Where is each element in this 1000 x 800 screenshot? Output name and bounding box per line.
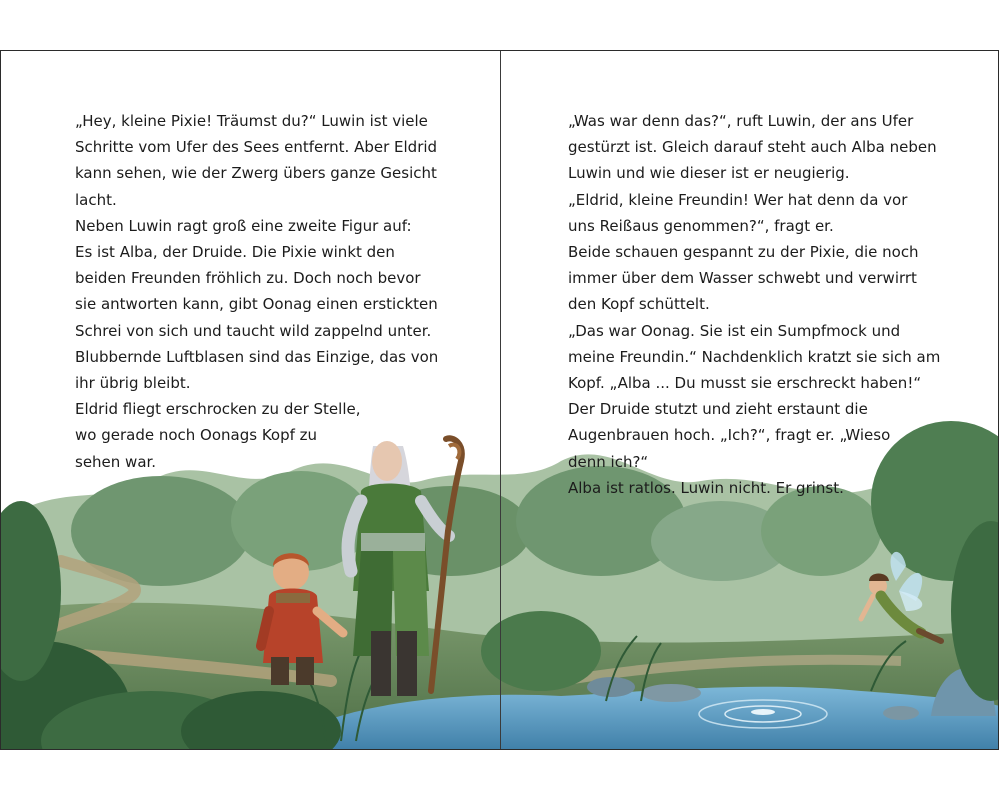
- text-line: Luwin und wie dieser ist er neugierig.: [568, 164, 850, 183]
- text-line: Es ist Alba, der Druide. Die Pixie winkt den: [75, 243, 395, 262]
- text-line: Schrei von sich und taucht wild zappelnd unter.: [75, 321, 432, 340]
- text-line: „Das war Oonag. Sie ist ein Sumpfmock und: [568, 321, 901, 340]
- text-line: immer über dem Wasser schwebt und verwirrt: [568, 269, 917, 288]
- page-gutter: [500, 51, 501, 749]
- text-line: ihr übrig bleibt.: [75, 374, 191, 393]
- text-line: Kopf. „Alba ... Du musst sie erschreckt haben!“: [568, 374, 922, 393]
- text-line: „Eldrid, kleine Freundin! Wer hat denn da vor: [568, 190, 908, 209]
- text-line: „Was war denn das?“, ruft Luwin, der ans Ufer: [568, 112, 914, 130]
- text-line: sie antworten kann, gibt Oonag einen erstickten: [75, 295, 438, 314]
- text-line: Augenbrauen hoch. „Ich?“, fragt er. „Wieso: [568, 426, 891, 445]
- text-line: kann sehen, wie der Zwerg übers ganze Gesicht: [75, 164, 437, 183]
- text-line: Beide schauen gespannt zu der Pixie, die noch: [568, 243, 919, 262]
- text-line: meine Freundin.“ Nachdenklich kratzt sie sich am: [568, 347, 941, 366]
- text-line: Neben Luwin ragt groß eine zweite Figur auf:: [75, 216, 412, 235]
- left-page-text: [75, 108, 438, 475]
- text-line: Eldrid fliegt erschrocken zu der Stelle,: [75, 400, 361, 419]
- text-line: wo gerade noch Oonags Kopf zu: [75, 426, 318, 445]
- text-line: denn ich?“: [568, 452, 649, 471]
- text-line: Alba ist ratlos. Luwin nicht. Er grinst.: [568, 478, 844, 497]
- text-line: Schritte vom Ufer des Sees entfernt. Aber Eldrid: [75, 138, 438, 157]
- text-line: Blubbernde Luftblasen sind das Einzige, das von: [75, 347, 439, 366]
- right-page-text: [568, 108, 940, 501]
- text-line: gestürzt ist. Gleich darauf steht auch Alba neben: [568, 138, 937, 157]
- text-line: sehen war.: [75, 452, 157, 471]
- book-spread: [0, 50, 999, 750]
- text-line: Der Druide stutzt und zieht erstaunt die: [568, 400, 868, 419]
- text-line: uns Reißaus genommen?“, fragt er.: [568, 216, 834, 235]
- text-line: „Hey, kleine Pixie! Träumst du?“ Luwin ist viele: [75, 112, 428, 130]
- text-line: den Kopf schüttelt.: [568, 295, 710, 314]
- text-line: beiden Freunden fröhlich zu. Doch noch bevor: [75, 269, 421, 288]
- text-line: lacht.: [75, 190, 117, 209]
